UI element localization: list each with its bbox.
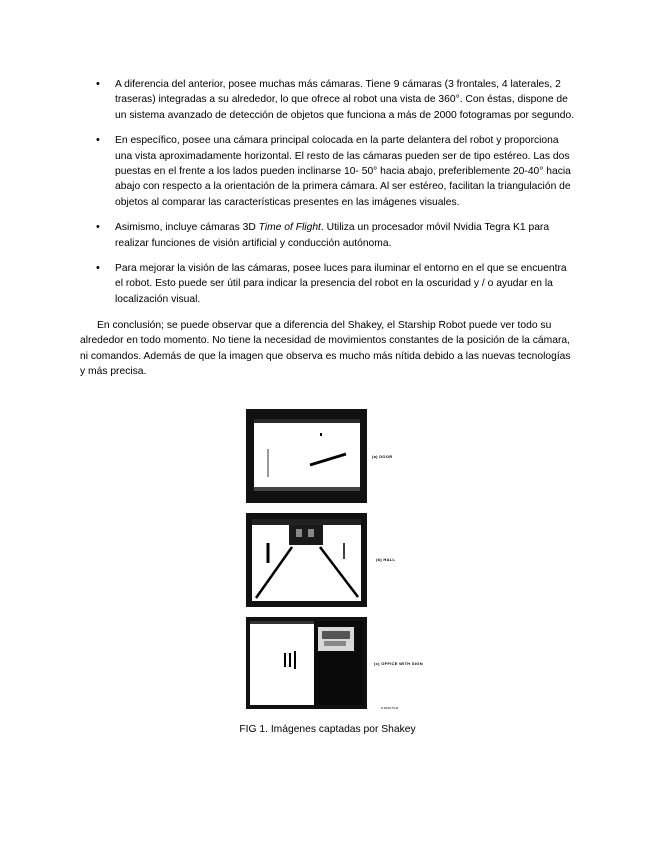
bullet-item-lights <box>97 261 577 307</box>
bullet-icon: • <box>96 134 100 147</box>
door-image <box>246 409 367 503</box>
conclusion-paragraph: En conclusión; se puede observar que a diferencia del Shakey, el Starship Robot puede ver todo su alrededor en todo momento. No tiene la necesidad de movimientos constantes de la posición de la cámara, ni comandos. Además de que la imagen que observa es mucho más nítida debido a las nuevas tecnologías y más precisa. <box>80 320 571 378</box>
bullet-item-cameras <box>97 77 577 123</box>
bullet-text-after: . Utiliza un procesador móvil Nvidia Tegra K1 para realizar funciones de visión artificial y conducción autónoma. <box>115 222 550 249</box>
bullet-icon: • <box>96 78 100 90</box>
bullet-list <box>97 77 577 317</box>
bullet-item-main-camera <box>97 133 577 210</box>
door-label: (a) DOOR <box>372 454 393 459</box>
bullet-item-tof-camera <box>97 220 577 251</box>
bullet-text: A diferencia del anterior, posee muchas más cámaras. Tiene 9 cámaras (3 frontales, 4 laterales, 2 traseras) integradas a su alrededor, lo que ofrece al robot una vista de 360°. Con éstas, dispone de un sistema avanzado de detección de objetos que funciona a más de 2000 fotogramas por segundo. <box>115 79 575 121</box>
bullet-icon: • <box>96 221 100 234</box>
bullet-text: En específico, posee una cámara principal colocada en la parte delantera del robot y proporciona una vista aproximadamente horizontal. El resto de las cámaras pueden ser de tipo estéreo. Las dos puestas en el frente a los lados pueden inclinarse 10- 50° hacia abajo, preferiblemente 20-40° hacia abajo con respecto a la orientación de la primera cámara. Al ser estéreo, facilitan la triangulación de objetos al comparar las características presentes en las imágenes visuales. <box>115 135 571 208</box>
bullet-text: Para mejorar la visión de las cámaras, posee luces para iluminar el entorno en el que se encuentra el robot. Esto puede ser útil para indicar la presencia del robot en la oscuridad y / o ayudar en la localización visual. <box>115 263 567 305</box>
figure-credit: P-8430-79-R <box>381 706 399 710</box>
bullet-text-italic: Time of Flight <box>258 222 321 234</box>
office-image <box>246 617 367 709</box>
figure-caption: FIG 1. Imágenes captadas por Shakey <box>239 724 416 735</box>
bullet-icon: • <box>96 262 100 275</box>
hall-image <box>246 513 367 607</box>
shakey-figure <box>246 409 423 710</box>
hall-label: (b) HALL <box>376 557 396 562</box>
office-label: (c) OFFICE WITH SIGN <box>374 661 423 666</box>
bullet-text-before: Asimismo, incluye cámaras 3D <box>115 222 259 234</box>
